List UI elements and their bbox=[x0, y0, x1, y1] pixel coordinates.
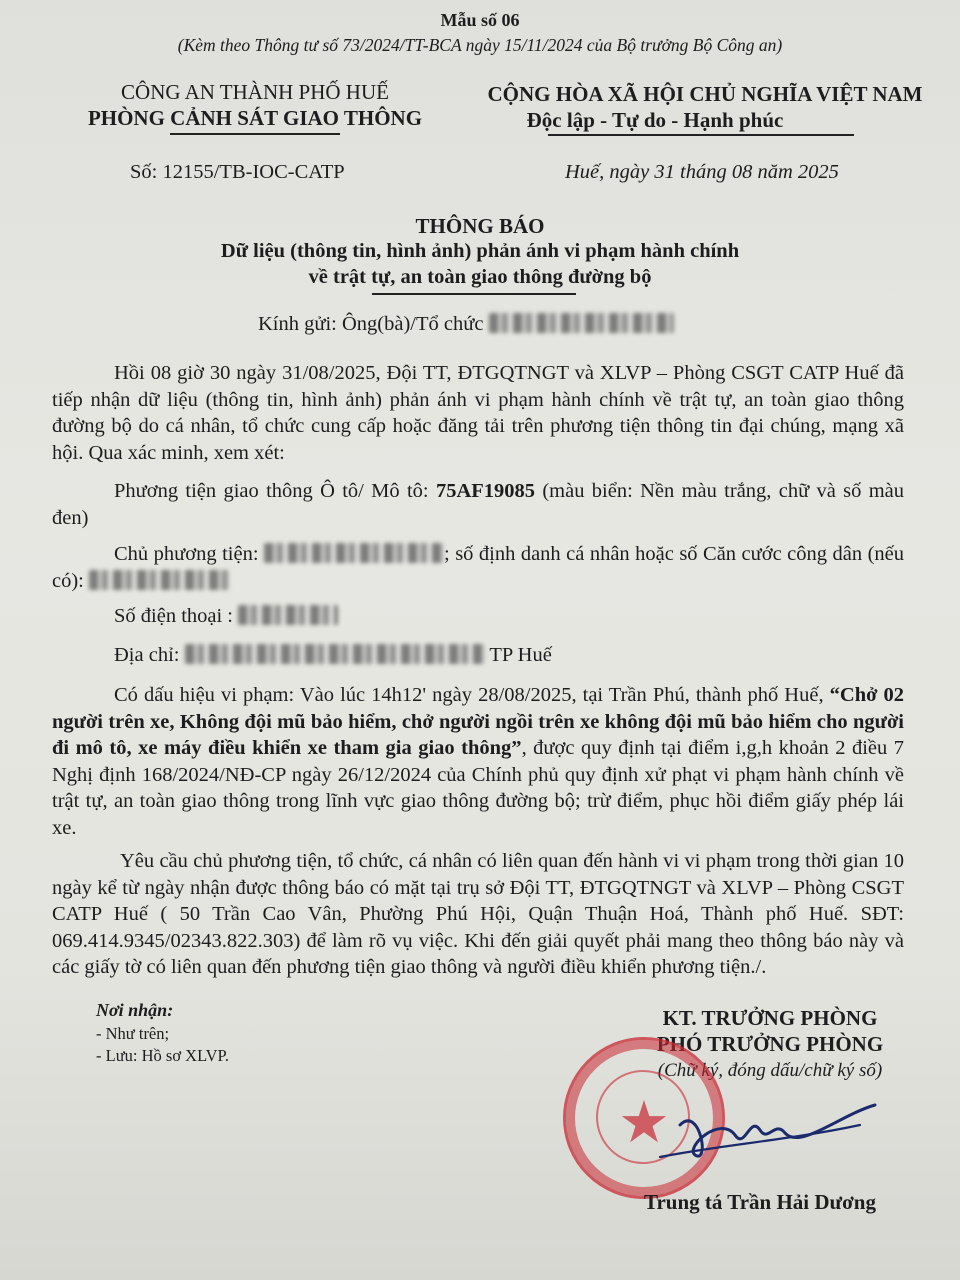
redacted-phone bbox=[238, 605, 338, 625]
receivers-item-2: - Lưu: Hồ sơ XLVP. bbox=[96, 1046, 230, 1065]
address-city: TP Huế bbox=[489, 644, 552, 666]
signer-title-2: PHÓ TRƯỞNG PHÒNG bbox=[656, 1032, 884, 1056]
address-line bbox=[114, 644, 552, 667]
agency-underline bbox=[170, 133, 340, 135]
recipient-label: Kính gửi: Ông(bà)/Tổ chức bbox=[258, 313, 484, 335]
signer-name: Trung tá Trần Hải Dương bbox=[644, 1190, 876, 1214]
violation-paragraph bbox=[52, 682, 904, 841]
phone-line bbox=[114, 605, 338, 628]
title-underline bbox=[372, 293, 576, 295]
vehicle-label: Phương tiện giao thông Ô tô/ Mô tô: bbox=[114, 480, 429, 502]
agency-line1: CÔNG AN THÀNH PHỐ HUẾ bbox=[121, 80, 389, 104]
redacted-address bbox=[185, 644, 485, 664]
intro-paragraph: Hồi 08 giờ 30 ngày 31/08/2025, Đội TT, ĐTGQTNGT và XLVP – Phòng CSGT CATP Huế đã tiếp nhận dữ liệu (thông tin, hình ảnh) phản ánh vi phạm hành chính về trật tự, an toàn giao thông đường bộ do cá nhân, tổ chức cung cấp hoặc đăng tải trên phương tiện thông tin đại chúng, mạng xã hội. Qua xác minh, xem xét: bbox=[52, 362, 904, 464]
form-reference: (Kèm theo Thông tư số 73/2024/TT-BCA ngày 15/11/2024 của Bộ trưởng Bộ Công an) bbox=[177, 35, 783, 55]
page-title: THÔNG BÁO bbox=[415, 214, 545, 238]
nation-line2: Độc lập - Tự do - Hạnh phúc bbox=[526, 108, 784, 132]
owner-id-label: ; số định danh cá nhân hoặc số Căn cước công dân (nếu có): bbox=[52, 543, 905, 592]
subtitle-line1: Dữ liệu (thông tin, hình ảnh) phản ánh vi phạm hành chính bbox=[220, 240, 740, 262]
request-paragraph: Yêu cầu chủ phương tiện, tổ chức, cá nhân có liên quan đến hành vi vi phạm trong thời gian 10 ngày kể từ ngày nhận được thông báo có mặt tại trụ sở Đội TT, ĐTGQTNGT và XLVP – Phòng CSGT CATP Huế ( 50 Trần Cao Vân, Phường Phú Hội, Quận Thuận Hoá, Thành phố Huế. SĐT: 069.414.9345/02343.822.303) để làm rõ vụ việc. Khi đến giải quyết phải mang theo thông báo này và các giấy tờ có liên quan đến phương tiện giao thông và người điều khiển phương tiện./. bbox=[52, 850, 904, 978]
vehicle-paragraph bbox=[52, 478, 904, 531]
phone-label: Số điện thoại : bbox=[114, 605, 234, 627]
form-number: Mẫu số 06 bbox=[440, 10, 520, 30]
subtitle-line2: về trật tự, an toàn giao thông đường bộ bbox=[308, 266, 652, 288]
agency-line2: PHÒNG CẢNH SÁT GIAO THÔNG bbox=[87, 106, 423, 130]
signer-title-1: KT. TRƯỞNG PHÒNG bbox=[662, 1006, 878, 1030]
document-date: Huế, ngày 31 tháng 08 năm 2025 bbox=[565, 161, 839, 183]
license-plate: 75AF19085 bbox=[435, 480, 536, 502]
receivers-item-1: - Như trên; bbox=[96, 1024, 170, 1043]
vehicle-plate-color: (màu biển: Nền màu trắng, chữ và số màu đen) bbox=[52, 480, 905, 529]
receivers-title: Nơi nhận: bbox=[96, 1000, 174, 1020]
handwritten-signature bbox=[640, 1095, 890, 1175]
violation-legal-basis: , được quy định tại điểm i,g,h khoản 2 điều 7 Nghị định 168/2024/NĐ-CP ngày 26/12/2024 của Chính phủ quy định xử phạt vi phạm hành chính về trật tự, an toàn giao thông trong lĩnh vực giao thông đường bộ; trừ điểm, phục hồi điểm giấy phép lái xe. bbox=[52, 737, 904, 839]
star-icon: ★ bbox=[618, 1088, 670, 1156]
address-label: Địa chỉ: bbox=[114, 644, 180, 666]
owner-paragraph bbox=[52, 541, 904, 594]
signature-note: (Chữ ký, đóng dấu/chữ ký số) bbox=[657, 1060, 883, 1081]
violation-description: “Chở 02 người trên xe, Không đội mũ bảo hiểm, chở người ngồi trên xe không đội mũ bảo hiểm cho người đi mô tô, xe máy điều khiển xe tham gia giao thông” bbox=[52, 684, 904, 759]
violation-intro: Có dấu hiệu vi phạm: Vào lúc 14h12' ngày 28/08/2025, tại Trần Phú, thành phố Huế, bbox=[114, 684, 824, 706]
owner-label: Chủ phương tiện: bbox=[114, 543, 259, 565]
document-number: Số: 12155/TB-IOC-CATP bbox=[130, 161, 345, 183]
recipient-line bbox=[258, 313, 674, 336]
nation-underline bbox=[548, 134, 854, 136]
nation-line1: CỘNG HÒA XÃ HỘI CHỦ NGHĨA VIỆT NAM bbox=[487, 82, 923, 106]
redacted-owner-name bbox=[264, 543, 444, 563]
redacted-recipient bbox=[489, 313, 674, 333]
redacted-owner-id bbox=[89, 570, 229, 590]
